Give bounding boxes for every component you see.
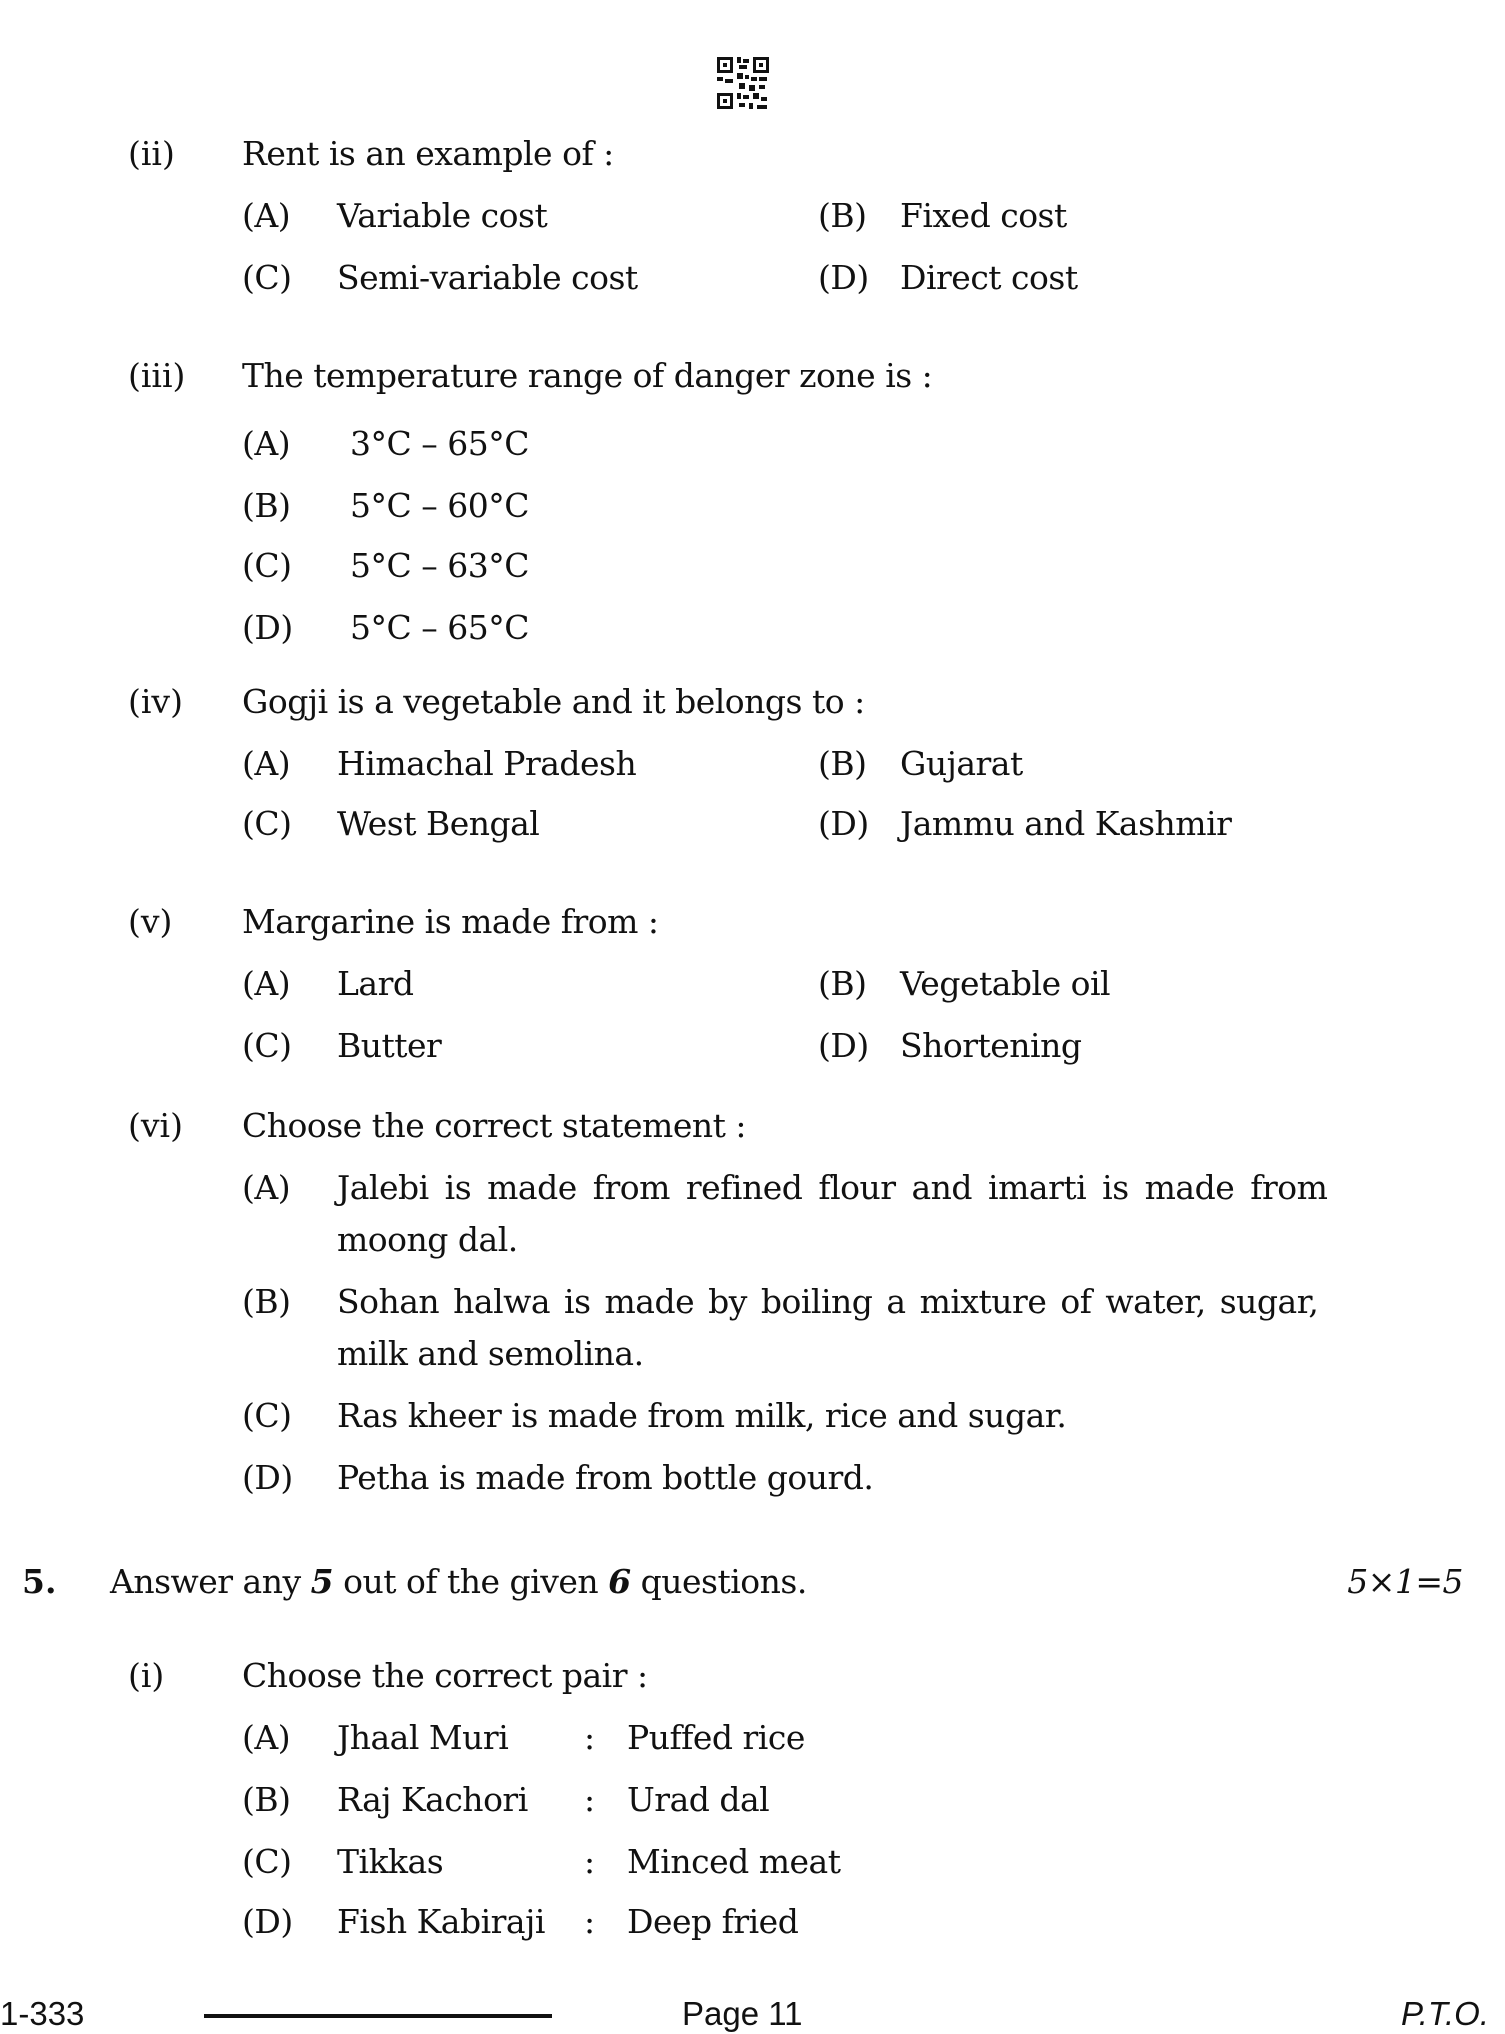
option-label: (B) <box>242 486 291 525</box>
option-text: 5°C – 65°C <box>350 608 529 647</box>
paper-code: 1-333 <box>0 1995 85 2032</box>
option-text: Jammu and Kashmir <box>900 804 1232 843</box>
subquestion-number: (v) <box>128 902 173 941</box>
pair-left: Tikkas <box>337 1842 444 1881</box>
pair-right: Deep fried <box>627 1902 799 1941</box>
subquestion-text: The temperature range of danger zone is : <box>242 356 933 395</box>
option-label: (D) <box>818 258 869 297</box>
option-text: 5°C – 63°C <box>350 546 529 585</box>
pair-separator: : <box>584 1718 595 1757</box>
question-instruction: Answer any 5 out of the given 6 questions. <box>110 1562 807 1601</box>
pair-separator: : <box>584 1902 595 1941</box>
option-label: (D) <box>242 1458 293 1497</box>
option-text: Lard <box>337 964 414 1003</box>
subquestion-number: (iv) <box>128 682 183 721</box>
pair-label: (D) <box>242 1902 293 1941</box>
pair-separator: : <box>584 1780 595 1819</box>
subquestion-text: Choose the correct statement : <box>242 1106 746 1145</box>
option-text: Fixed cost <box>900 196 1067 235</box>
pair-label: (C) <box>242 1842 292 1881</box>
option-text: Semi-variable cost <box>337 258 638 297</box>
option-label: (C) <box>242 258 292 297</box>
subquestion-text: Margarine is made from : <box>242 902 659 941</box>
subquestion-number: (ii) <box>128 134 175 173</box>
option-text: Butter <box>337 1026 442 1065</box>
pair-left: Fish Kabiraji <box>337 1902 545 1941</box>
option-label: (D) <box>818 1026 869 1065</box>
pair-right: Minced meat <box>627 1842 841 1881</box>
pair-label: (B) <box>242 1780 291 1819</box>
option-label: (B) <box>818 964 867 1003</box>
option-label: (C) <box>242 1396 292 1435</box>
footer-divider <box>204 2014 552 2018</box>
option-label: (D) <box>242 608 293 647</box>
pair-right: Puffed rice <box>627 1718 805 1757</box>
option-text-line2: milk and semolina. <box>337 1334 644 1373</box>
pair-label: (A) <box>242 1718 291 1757</box>
option-label: (A) <box>242 1168 291 1207</box>
pair-left: Jhaal Muri <box>337 1718 509 1757</box>
option-label: (C) <box>242 1026 292 1065</box>
question-marks: 5×1=5 <box>1347 1562 1463 1601</box>
option-text: Shortening <box>900 1026 1082 1065</box>
option-label: (A) <box>242 964 291 1003</box>
page-number: Page 11 <box>682 1995 803 2032</box>
subquestion-number: (iii) <box>128 356 186 395</box>
subquestion-number: (vi) <box>128 1106 183 1145</box>
option-text: West Bengal <box>337 804 540 843</box>
option-label: (B) <box>818 196 867 235</box>
option-text: Petha is made from bottle gourd. <box>337 1458 874 1497</box>
option-text-line1: Sohan halwa is made by boiling a mixture of water, sugar, <box>337 1282 1319 1321</box>
option-label: (A) <box>242 196 291 235</box>
option-text: 3°C – 65°C <box>350 424 529 463</box>
option-label: (C) <box>242 804 292 843</box>
subquestion-text: Gogji is a vegetable and it belongs to : <box>242 682 865 721</box>
question-number: 5. <box>22 1562 57 1601</box>
option-text-line2: moong dal. <box>337 1220 518 1259</box>
subquestion-number: (i) <box>128 1656 165 1695</box>
option-label: (B) <box>242 1282 291 1321</box>
option-text: Vegetable oil <box>900 964 1111 1003</box>
option-label: (B) <box>818 744 867 783</box>
subquestion-text: Choose the correct pair : <box>242 1656 648 1695</box>
pair-separator: : <box>584 1842 595 1881</box>
please-turn-over: P.T.O. <box>1400 1995 1489 2032</box>
pair-right: Urad dal <box>627 1780 770 1819</box>
option-text: Ras kheer is made from milk, rice and sugar. <box>337 1396 1067 1435</box>
option-label: (D) <box>818 804 869 843</box>
subquestion-text: Rent is an example of : <box>242 134 614 173</box>
option-text: 5°C – 60°C <box>350 486 529 525</box>
pair-left: Raj Kachori <box>337 1780 528 1819</box>
option-text: Variable cost <box>337 196 548 235</box>
option-label: (C) <box>242 546 292 585</box>
option-text: Himachal Pradesh <box>337 744 637 783</box>
qr-code-icon <box>715 55 771 111</box>
option-text: Direct cost <box>900 258 1078 297</box>
option-text: Gujarat <box>900 744 1023 783</box>
option-text-line1: Jalebi is made from refined flour and imarti is made from <box>337 1168 1328 1207</box>
option-label: (A) <box>242 744 291 783</box>
option-label: (A) <box>242 424 291 463</box>
